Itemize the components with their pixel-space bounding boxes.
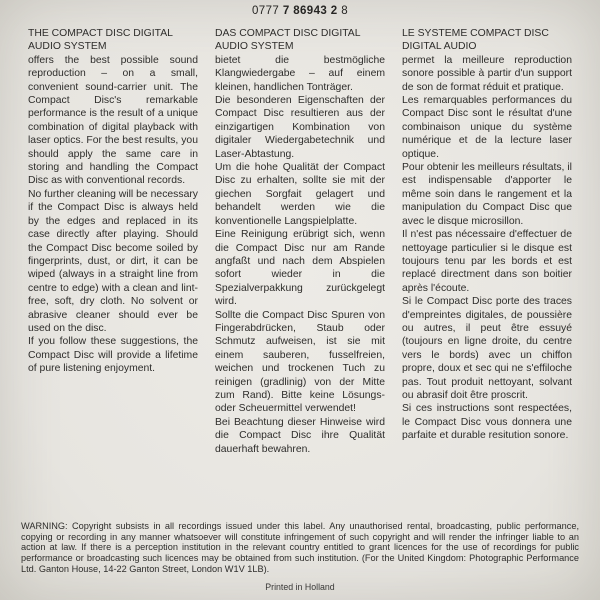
- column-german-paragraph: Sollte die Compact Disc Spuren von Fingerabdrücken, Staub oder Schmutz aufweisen, ist sie mit einem sauberen, fusselfreien, weichen und trockenen Tuch zu reinigen (gradlinig) von der Mitte zum Rand). Bitte keine Lösungs- oder Scheuermittel verwendet!: [215, 309, 385, 415]
- column-english: [28, 27, 198, 519]
- column-english-heading: THE COMPACT DISC DIGITAL AUDIO SYSTEM: [28, 28, 173, 53]
- printed-in-notice: Printed in Holland: [265, 581, 335, 592]
- column-german-paragraph: Die besonderen Eigenschaften der Compact Disc resultieren aus der einzigartigen Kombination von digitaler Wiedergabetechnik und Laser-Abtastung.: [215, 95, 385, 160]
- column-french-paragraph: Pour obtenir les meilleurs résultats, il est indispensable d'apporter le même soin dans le rangement et la manipulation du Compact Disc que avec le disque microsillon.: [402, 162, 572, 227]
- column-english-paragraph: offers the best possible sound reproduction – on a small, convenient sound-carrier unit. The Compact Disc's remarkable performance is the result of a unique combination of digital playback with laser optics. For the best results, you should apply the same care in storing and handling the Compact Disc as with conventional records.: [28, 54, 198, 187]
- column-french-paragraph: Si ces instructions sont respectées, le Compact Disc vous donnera une parfaite et durable resitution sonore.: [402, 403, 572, 442]
- column-french-paragraph: Si le Compact Disc porte des traces d'empreintes digitales, de poussière ou autres, il peut être essuyé (toujours en ligne droite, du centre vers le bords) avec un chiffon propre, doux et sec qui ne s'effiloche pas. Tout produit nettoyant, solvant ou abrasif doit être proscrit.: [402, 296, 572, 401]
- column-french-paragraph: permet la meilleure reproduction sonore possible à partir d'un support de son de format réduit et pratique.: [402, 54, 572, 93]
- column-french-paragraph: Il n'est pas nécessaire d'effectuer de nettoyage particulier si le disque est toujours tenu par les bords et est replacé directment dans son boitier après l'écoute.: [402, 229, 572, 294]
- catalog-number: [28, 5, 572, 27]
- column-french-heading: LE SYSTEME COMPACT DISC DIGITAL AUDIO: [402, 28, 549, 53]
- column-french: [402, 27, 572, 519]
- copyright-warning: WARNING: Copyright subsists in all recordings issued under this label. Any unauthorised rental, broadcasting, public performance, copying or recording in any manner whatsoever will constitute infringement of such copyright and will render the infringer liable to an action at law. If there is a perception institution in the relevant country entitled to grant licences for the use of recordings for public performance or broadcasting such licences may be obtained from such institution. (For the United Kingdom: Photographic Performance Ltd. Ganton House, 14-22 Ganton Street, London W1V 1LB).: [21, 521, 579, 574]
- column-english-paragraph: If you follow these suggestions, the Compact Disc will provide a lifetime of pure listening enjoyment.: [28, 336, 198, 375]
- catalog-suffix: 8: [341, 5, 348, 17]
- column-german-paragraph: Bei Beachtung dieser Hinweise wird die Compact Disc ihre Qualität dauerhaft bewahren.: [215, 416, 385, 455]
- column-german-heading: DAS COMPACT DISC DIGITAL AUDIO SYSTEM: [215, 28, 361, 53]
- column-german-paragraph: bietet die bestmögliche Klangwiedergabe – auf einem kleinen, handlichen Tonträger.: [215, 54, 385, 93]
- text-columns: [28, 27, 572, 519]
- column-english-paragraph: No further cleaning will be necessary if the Compact Disc is always held by the edges and replaced in its case directly after playing. Should the Compact Disc become soiled by fingerprints, dust, or dirt, it can be wiped (always in a straight line from centre to edge) with a clean and lint-free, soft, dry cloth. No solvent or abrasive cleaner should ever be used on the disc.: [28, 188, 198, 334]
- catalog-bold-segment: 7 86943 2: [282, 5, 338, 17]
- column-german-paragraph: Eine Reinigung erübrigt sich, wenn die Compact Disc nur am Rande angfaßt und nach dem Abspielen sofort wieder in die Spezialverpakkung zurückgelegt wird.: [215, 229, 385, 308]
- column-german-paragraph: Um die hohe Qualität der Compact Disc zu erhalten, sollte sie mit der giechen Sorgfait gelagert und behandelt werden wie die konventionelle Langspielplatte.: [215, 162, 385, 227]
- column-french-paragraph: Les remarquables performances du Compact Disc sont le résultat d'une combinaison unique du système numérique et de la lecture laser optique.: [402, 95, 572, 160]
- catalog-prefix: 0777: [252, 5, 280, 17]
- column-german: [215, 27, 385, 519]
